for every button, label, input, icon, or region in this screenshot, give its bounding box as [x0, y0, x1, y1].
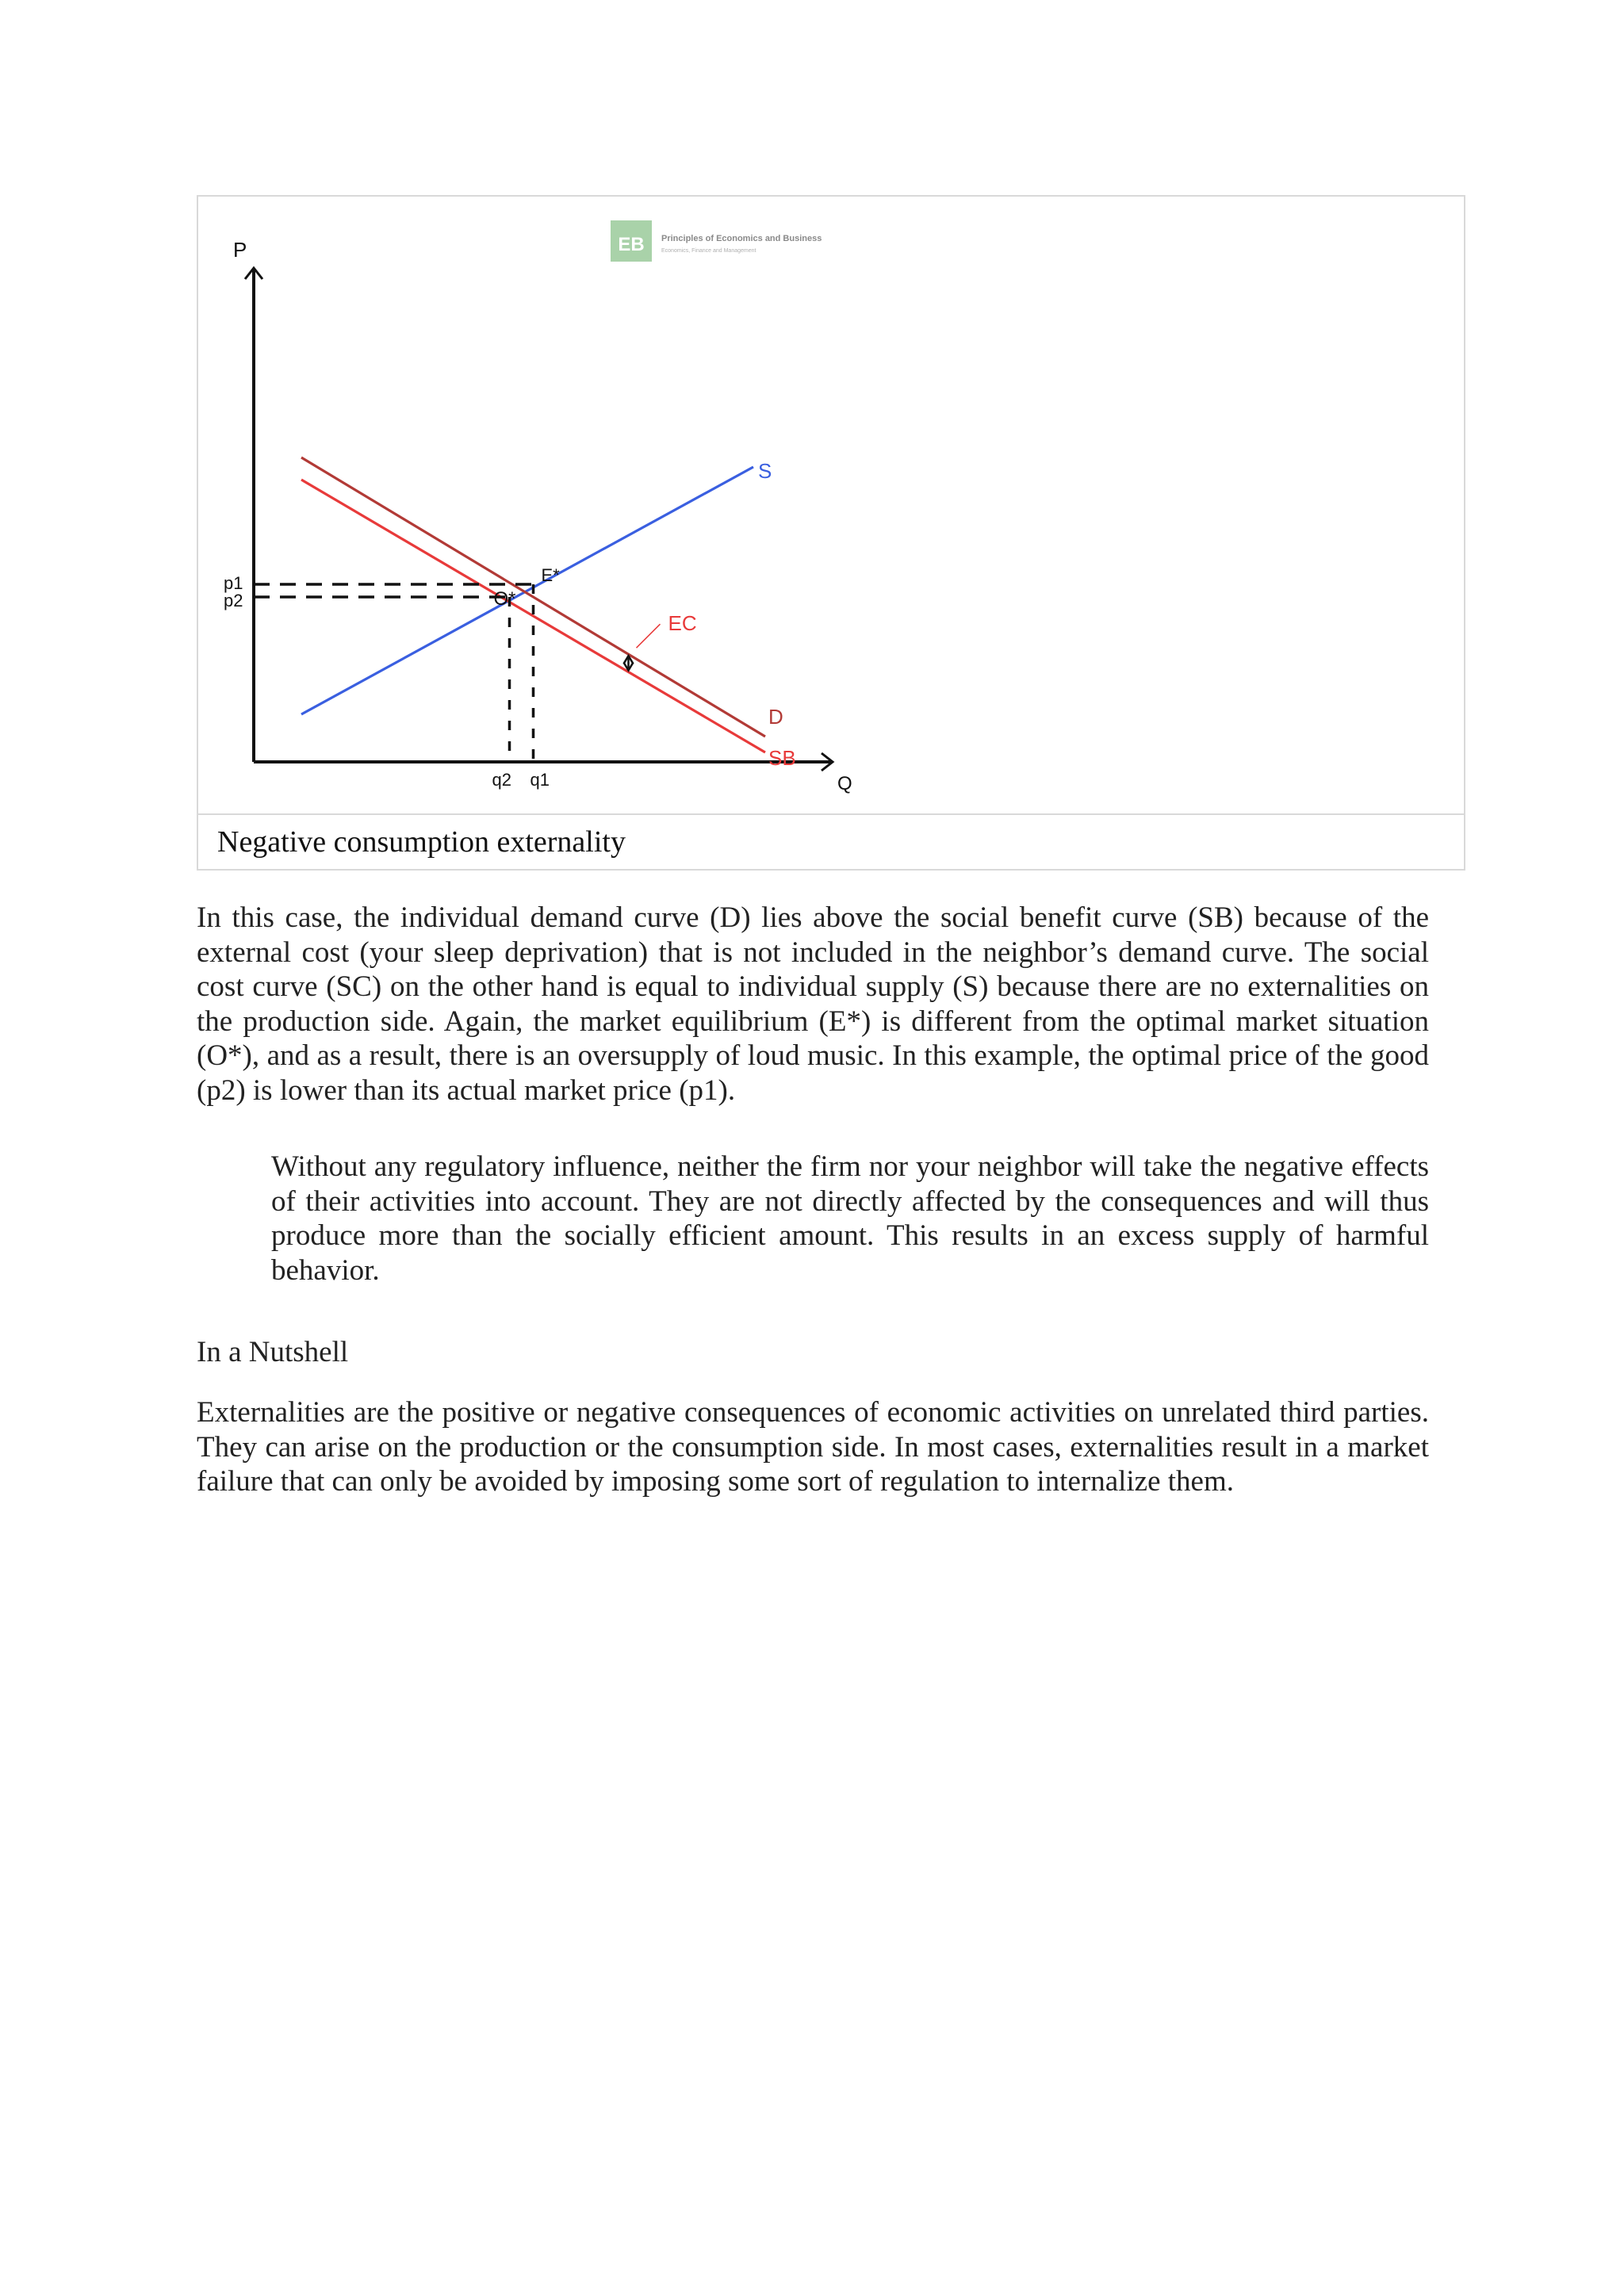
logo-title: Principles of Economics and Business [661, 234, 822, 243]
curve-s [301, 467, 753, 714]
y-tick-p2: p2 [224, 591, 243, 610]
ec-leader [637, 624, 661, 648]
figure [197, 195, 1465, 871]
point-o-star: O* [493, 588, 516, 610]
x-tick-q2: q2 [492, 770, 511, 790]
externality-chart [198, 197, 1464, 813]
paragraph-explanation: In this case, the individual demand curve (D) lies above the social benefit curve (SB) because of the external cost (your sleep deprivation) that is not included in the neighbor’s demand curve. The social cost curve (SC) on the other hand is equal to individual supply (S) because there are no externalities on the production side. Again, the market equilibrium (E*) is different from the optimal market situation (O*), and as a result, there is an oversupply of loud music. In this example, the optimal price of the good (p2) is lower than its actual market price (p1). [197, 901, 1429, 1107]
y-tick-p1: p1 [224, 573, 243, 593]
y-axis-label: P [233, 238, 247, 262]
x-tick-q1: q1 [530, 770, 550, 790]
logo-badge-text: EB [618, 234, 645, 255]
x-axis-label: Q [837, 773, 852, 794]
figure-caption: Negative consumption externality [198, 813, 1464, 869]
label-sb: SB [768, 746, 796, 770]
label-ec: EC [668, 611, 697, 636]
label-s: S [758, 459, 772, 483]
point-e-star: E* [541, 565, 560, 585]
paragraph-quote: Without any regulatory influence, neither the firm nor your neighbor will take the negative effects of their activities into account. They are not directly affected by the consequences and will thus produce more than the socially efficient amount. This results in an excess supply of harmful behavior. [271, 1150, 1429, 1287]
section-heading: In a Nutshell [197, 1336, 349, 1368]
label-d: D [768, 705, 783, 729]
logo-subtitle: Economics, Finance and Management [661, 248, 756, 254]
paragraph-summary: Externalities are the positive or negative consequences of economic activities on unrelated third parties. They can arise on the production or the consumption side. In most cases, externalities result in a market failure that can only be avoided by imposing some sort of regulation to internalize them. [197, 1396, 1429, 1498]
